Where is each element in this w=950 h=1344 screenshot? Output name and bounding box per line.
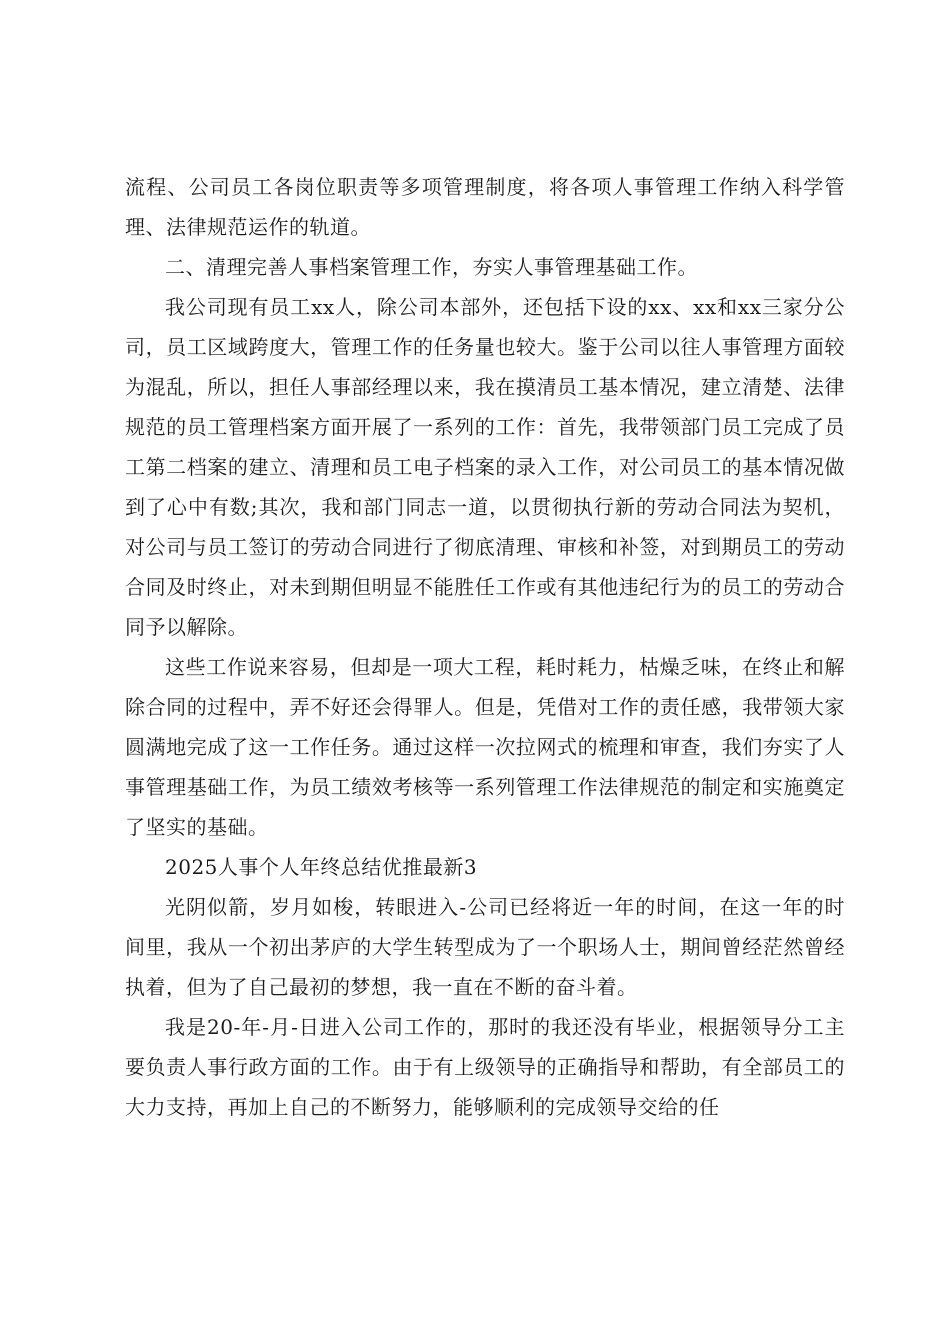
section-heading: 二、清理完善人事档案管理工作，夯实人事管理基础工作。 [165,255,698,279]
paragraph: 光阴似箭，岁月如梭，转眼进入-公司已经将近一年的时间，在这一年的时间里，我从一个初出茅庐的大学生转型成为了一个职场人士，期间曾经茫然曾经执着，但为了自己最初的梦想，我一直在不断的奋斗着。 [125,895,845,999]
paragraph: 流程、公司员工各岗位职责等多项管理制度，将各项人事管理工作纳入科学管理、法律规范运作的轨道。 [125,175,845,239]
paragraph: 我是20-年-月-日进入公司工作的，那时的我还没有毕业，根据领导分工主要负责人事行政方面的工作。由于有上级领导的正确指导和帮助，有全部员工的大力支持，再加上自己的不断努力，能够顺利的完成领导交给的任 [125,1015,845,1119]
document-body [125,167,845,1127]
paragraph: 我公司现有员工xx人，除公司本部外，还包括下设的xx、xx和xx三家分公司，员工区域跨度大，管理工作的任务量也较大。鉴于公司以往人事管理方面较为混乱，所以，担任人事部经理以来，我在摸清员工基本情况，建立清楚、法律规范的员工管理档案方面开展了一系列的工作：首先，我带领部门员工完成了员工第二档案的建立、清理和员工电子档案的录入工作，对公司员工的基本情况做到了心中有数;其次，我和部门同志一道，以贯彻执行新的劳动合同法为契机，对公司与员工签订的劳动合同进行了彻底清理、审核和补签，对到期员工的劳动合同及时终止，对未到期但明显不能胜任工作或有其他违纪行为的员工的劳动合同予以解除。 [125,295,845,639]
section-title: 2025人事个人年终总结优推最新3 [165,855,478,879]
paragraph: 这些工作说来容易，但却是一项大工程，耗时耗力，枯燥乏味，在终止和解除合同的过程中，弄不好还会得罪人。但是，凭借对工作的责任感，我带领大家圆满地完成了这一工作任务。通过这样一次拉网式的梳理和审查，我们夯实了人事管理基础工作，为员工绩效考核等一系列管理工作法律规范的制定和实施奠定了坚实的基础。 [125,655,845,839]
